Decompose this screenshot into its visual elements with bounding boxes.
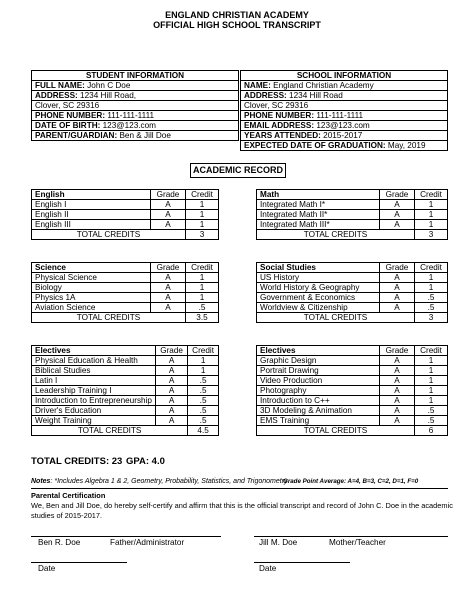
electives-table-1	[31, 345, 219, 436]
course-credit: .5	[415, 293, 448, 303]
course-grade: A	[380, 396, 415, 406]
student-info-row	[32, 91, 239, 101]
school-info-value: Clover, SC 29316	[244, 101, 309, 110]
student-info-cell	[32, 91, 239, 101]
english-table	[31, 189, 219, 240]
course-grade: A	[380, 200, 415, 210]
course-credit: .5	[188, 406, 219, 416]
course-row	[32, 386, 219, 396]
course-row	[32, 396, 219, 406]
notes-label: Notes	[31, 478, 51, 485]
course-row	[257, 210, 448, 220]
subject-name: English	[32, 190, 151, 200]
mother-name: Jill M. Doe	[259, 538, 298, 547]
credit-header: Credit	[186, 263, 219, 273]
school-info-value: May, 2019	[385, 141, 426, 150]
course-credit: .5	[188, 386, 219, 396]
course-name: Integrated Math III*	[257, 220, 380, 230]
school-info-cell	[241, 91, 448, 101]
school-info-value: England Christian Academy	[270, 81, 374, 90]
total-credits-value: 3.5	[186, 313, 219, 323]
course-name: Physical Education & Health	[32, 356, 156, 366]
course-name: US History	[257, 273, 380, 283]
school-info-value: 1234 Hill Road	[286, 91, 343, 100]
student-info-value: Ben & Jill Doe	[117, 131, 171, 140]
course-name: English III	[32, 220, 151, 230]
student-info-heading: STUDENT INFORMATION	[32, 71, 239, 81]
course-grade: A	[380, 303, 415, 313]
course-credit: 1	[186, 220, 219, 230]
course-credit: 1	[186, 200, 219, 210]
father-date-label: Date	[38, 564, 56, 573]
mother-role: Mother/Teacher	[329, 538, 386, 547]
school-info-row	[241, 81, 448, 91]
school-info-cell	[241, 121, 448, 131]
total-row	[32, 426, 219, 436]
course-name: Aviation Science	[32, 303, 151, 313]
credit-header: Credit	[415, 190, 448, 200]
course-grade: A	[155, 366, 187, 376]
total-credits-value: 3	[186, 230, 219, 240]
course-name: Government & Economics	[257, 293, 380, 303]
course-row	[257, 220, 448, 230]
course-credit: .5	[415, 416, 448, 426]
academic-record-title: ACADEMIC RECORD	[190, 163, 286, 178]
total-credits-label: TOTAL CREDITS	[32, 426, 188, 436]
student-info-cell	[32, 131, 239, 141]
course-grade: A	[151, 220, 186, 230]
school-info-label: YEARS ATTENDED:	[244, 131, 321, 140]
course-row	[32, 406, 219, 416]
total-credits-label: TOTAL CREDITS	[257, 426, 415, 436]
father-role: Father/Administrator	[110, 538, 185, 547]
course-name: 3D Modeling & Animation	[257, 406, 380, 416]
course-grade: A	[151, 293, 186, 303]
student-info-value: John C Doe	[84, 81, 131, 90]
school-info-value: 111-111-1111	[314, 111, 364, 120]
credit-header: Credit	[415, 263, 448, 273]
student-info-value: 111-111-1111	[105, 111, 155, 120]
father-name: Ben R. Doe	[38, 538, 81, 547]
school-info-cell	[241, 111, 448, 121]
student-info-value: Clover, SC 29316	[35, 101, 100, 110]
course-grade: A	[155, 376, 187, 386]
school-info-cell	[241, 131, 448, 141]
total-row	[32, 313, 219, 323]
course-grade: A	[380, 356, 415, 366]
course-name: Introduction to C++	[257, 396, 380, 406]
course-credit: 1	[188, 366, 219, 376]
course-name: Portrait Drawing	[257, 366, 380, 376]
course-credit: .5	[415, 303, 448, 313]
course-row	[257, 273, 448, 283]
course-grade: A	[151, 273, 186, 283]
course-credit: .5	[188, 416, 219, 426]
course-grade: A	[155, 356, 187, 366]
student-info-value: 1234 Hill Road,	[77, 91, 137, 100]
grade-header: Grade	[155, 346, 187, 356]
course-credit: 1	[186, 293, 219, 303]
course-name: Latin I	[32, 376, 156, 386]
credit-header: Credit	[188, 346, 219, 356]
student-info-row	[32, 131, 239, 141]
student-info-row	[32, 111, 239, 121]
course-name: Driver's Education	[32, 406, 156, 416]
student-info-cell	[32, 81, 239, 91]
notes-text: : *Includes Algebra 1 & 2, Geometry, Probability, Statistics, and Trigonometry	[50, 478, 288, 485]
school-info-table	[240, 70, 448, 151]
social-studies-table	[256, 262, 448, 323]
student-info-cell	[32, 101, 239, 111]
subject-header-row	[32, 190, 219, 200]
total-credits-value: 3	[415, 313, 448, 323]
mother-date-line	[254, 562, 350, 563]
grade-header: Grade	[380, 190, 415, 200]
total-credits-label: TOTAL CREDITS	[32, 313, 186, 323]
total-row	[257, 230, 448, 240]
total-credits-label: TOTAL CREDITS	[257, 313, 415, 323]
course-row	[32, 303, 219, 313]
subject-header-row	[257, 346, 448, 356]
course-name: Leadership Training I	[32, 386, 156, 396]
subject-name: Electives	[32, 346, 156, 356]
course-name: Biblical Studies	[32, 366, 156, 376]
course-credit: 1	[415, 200, 448, 210]
course-grade: A	[380, 376, 415, 386]
mother-signature-line	[254, 536, 448, 537]
total-credits-value: 3	[415, 230, 448, 240]
subject-header-row	[32, 263, 219, 273]
course-grade: A	[155, 386, 187, 396]
course-name: Physical Science	[32, 273, 151, 283]
course-grade: A	[380, 366, 415, 376]
credit-header: Credit	[186, 190, 219, 200]
course-grade: A	[151, 303, 186, 313]
school-info-label: NAME:	[244, 81, 271, 90]
course-row	[257, 376, 448, 386]
math-table	[256, 189, 448, 240]
student-info-row	[32, 101, 239, 111]
school-info-label: EMAIL ADDRESS:	[244, 121, 315, 130]
subject-name: Science	[32, 263, 151, 273]
subject-header-row	[257, 263, 448, 273]
school-info-row	[241, 131, 448, 141]
course-row	[32, 283, 219, 293]
student-info-cell	[32, 111, 239, 121]
student-info-label: FULL NAME:	[35, 81, 85, 90]
course-credit: .5	[415, 406, 448, 416]
course-name: Physics 1A	[32, 293, 151, 303]
total-row	[32, 230, 219, 240]
father-date-line	[31, 562, 127, 563]
school-name: ENGLAND CHRISTIAN ACADEMY	[165, 10, 309, 20]
science-table	[31, 262, 219, 323]
total-credits-label: TOTAL CREDITS	[257, 230, 415, 240]
father-signature-line	[31, 536, 221, 537]
school-info-row	[241, 91, 448, 101]
transcript-title: OFFICIAL HIGH SCHOOL TRANSCRIPT	[153, 20, 321, 30]
gpa-summary: GPA: 4.0	[126, 456, 165, 467]
grade-header: Grade	[151, 263, 186, 273]
course-credit: 1	[186, 210, 219, 220]
school-info-value: 2015-2017	[320, 131, 363, 140]
course-grade: A	[380, 386, 415, 396]
course-name: World History & Geography	[257, 283, 380, 293]
course-credit: 1	[188, 356, 219, 366]
course-name: Biology	[32, 283, 151, 293]
course-credit: 1	[186, 273, 219, 283]
course-name: Worldview & Citizenship	[257, 303, 380, 313]
course-credit: 1	[415, 366, 448, 376]
course-grade: A	[155, 416, 187, 426]
certification-line2: studies of 2015-2017.	[31, 511, 103, 520]
school-info-row	[241, 121, 448, 131]
course-credit: 1	[415, 386, 448, 396]
course-row	[257, 303, 448, 313]
student-info-row	[32, 81, 239, 91]
total-credits-summary: TOTAL CREDITS: 23	[31, 456, 123, 467]
course-credit: 1	[415, 396, 448, 406]
student-info-value: 123@123.com	[100, 121, 156, 130]
gpa-scale: Grade Point Average: A=4, B=3, C=2, D=1, F=0	[283, 478, 419, 485]
course-name: English II	[32, 210, 151, 220]
course-credit: 1	[415, 220, 448, 230]
course-grade: A	[155, 406, 187, 416]
school-info-cell	[241, 101, 448, 111]
course-row	[257, 293, 448, 303]
school-info-cell	[241, 81, 448, 91]
total-credits-label: TOTAL CREDITS	[32, 230, 186, 240]
grade-header: Grade	[380, 263, 415, 273]
course-credit: 1	[186, 283, 219, 293]
school-info-cell	[241, 141, 448, 151]
course-row	[257, 356, 448, 366]
course-name: Integrated Math II*	[257, 210, 380, 220]
total-row	[257, 313, 448, 323]
course-grade: A	[380, 283, 415, 293]
notes-divider	[31, 488, 448, 489]
school-info-label: EXPECTED DATE OF GRADUATION:	[244, 141, 386, 150]
student-info-label: ADDRESS:	[35, 91, 78, 100]
subject-header-row	[257, 190, 448, 200]
course-grade: A	[151, 200, 186, 210]
student-info-label: PARENT/GUARDIAN:	[35, 131, 118, 140]
course-row	[32, 220, 219, 230]
student-info-cell	[32, 121, 239, 131]
course-row	[257, 416, 448, 426]
course-row	[32, 273, 219, 283]
certification-heading: Parental Certification	[31, 491, 106, 500]
course-row	[257, 200, 448, 210]
course-row	[257, 406, 448, 416]
student-info-label: DATE OF BIRTH:	[35, 121, 101, 130]
course-name: Weight Training	[32, 416, 156, 426]
course-row	[32, 293, 219, 303]
course-credit: .5	[188, 396, 219, 406]
course-credit: 1	[415, 273, 448, 283]
school-info-heading: SCHOOL INFORMATION	[241, 71, 448, 81]
student-info-row	[32, 121, 239, 131]
electives-table-2	[256, 345, 448, 436]
course-row	[257, 396, 448, 406]
student-info-label: PHONE NUMBER:	[35, 111, 106, 120]
course-row	[32, 356, 219, 366]
course-grade: A	[380, 220, 415, 230]
course-row	[32, 200, 219, 210]
school-info-row	[241, 141, 448, 151]
course-name: Introduction to Entrepreneurship	[32, 396, 156, 406]
course-grade: A	[151, 283, 186, 293]
course-row	[32, 376, 219, 386]
grade-header: Grade	[151, 190, 186, 200]
subject-name: Electives	[257, 346, 380, 356]
course-credit: 1	[415, 283, 448, 293]
course-name: English I	[32, 200, 151, 210]
certification-line1: We, Ben and Jill Doe, do hereby self-certify and affirm that this is the official transcript and record of John C. Doe in the academic	[31, 501, 453, 510]
school-info-label: PHONE NUMBER:	[244, 111, 315, 120]
credit-header: Credit	[415, 346, 448, 356]
course-name: Graphic Design	[257, 356, 380, 366]
school-info-label: ADDRESS:	[244, 91, 287, 100]
course-credit: 1	[415, 376, 448, 386]
course-credit: 1	[415, 356, 448, 366]
subject-name: Math	[257, 190, 380, 200]
course-name: Photography	[257, 386, 380, 396]
course-grade: A	[380, 293, 415, 303]
course-row	[32, 210, 219, 220]
course-credit: .5	[188, 376, 219, 386]
school-info-row	[241, 111, 448, 121]
course-row	[257, 283, 448, 293]
school-info-value: 123@123.com	[314, 121, 370, 130]
mother-date-label: Date	[259, 564, 277, 573]
student-info-table	[31, 70, 239, 141]
total-credits-value: 6	[415, 426, 448, 436]
course-row	[257, 366, 448, 376]
course-grade: A	[155, 396, 187, 406]
subject-name: Social Studies	[257, 263, 380, 273]
course-grade: A	[380, 273, 415, 283]
course-credit: .5	[186, 303, 219, 313]
course-grade: A	[380, 416, 415, 426]
course-row	[257, 386, 448, 396]
total-credits-value: 4.5	[188, 426, 219, 436]
course-grade: A	[151, 210, 186, 220]
course-grade: A	[380, 406, 415, 416]
course-credit: 1	[415, 210, 448, 220]
course-name: Integrated Math I*	[257, 200, 380, 210]
subject-header-row	[32, 346, 219, 356]
total-row	[257, 426, 448, 436]
course-name: EMS Training	[257, 416, 380, 426]
course-grade: A	[380, 210, 415, 220]
course-name: Video Production	[257, 376, 380, 386]
grade-header: Grade	[380, 346, 415, 356]
course-row	[32, 366, 219, 376]
course-row	[32, 416, 219, 426]
school-info-row	[241, 101, 448, 111]
